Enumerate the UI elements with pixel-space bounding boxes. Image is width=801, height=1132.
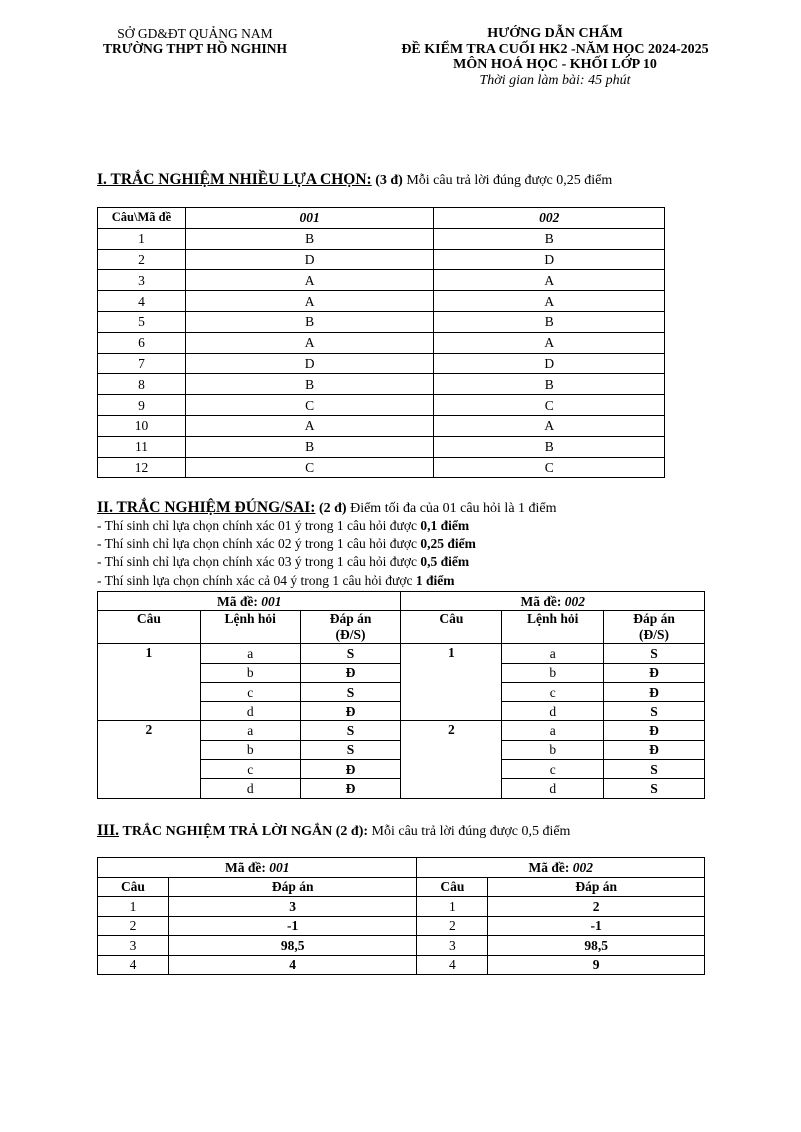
answer-code-001: B [185, 374, 434, 395]
code-001-cell [98, 858, 417, 878]
question-number: 5 [98, 311, 186, 332]
note-text: - Thí sinh chỉ lựa chọn chính xác 03 ý trong 1 câu hỏi được [97, 554, 421, 569]
answer-code-002: Đ [604, 740, 705, 759]
code-value: 002 [564, 593, 585, 609]
answer-header [604, 611, 705, 644]
answer-code-001: Đ [300, 760, 401, 779]
table-row [98, 457, 665, 478]
question-number: 1 [98, 897, 169, 917]
section2-title [97, 499, 557, 517]
question-header: Câu [417, 877, 488, 897]
table-row [98, 311, 665, 332]
question-number: 11 [98, 436, 186, 457]
statement-letter: c [200, 682, 300, 701]
question-code-header: Câu\Mã đề [98, 208, 186, 229]
question-header: Câu [98, 877, 169, 897]
answer-code-001: A [185, 270, 434, 291]
answer-code-002: A [434, 291, 665, 312]
section1-answer-table [97, 207, 665, 478]
school-name: TRƯỜNG THPT HỒ NGHINH [103, 41, 287, 56]
header-left [80, 26, 310, 56]
answer-code-002: Đ [604, 721, 705, 740]
answer-code-002: B [434, 374, 665, 395]
section1-heading: I. TRẮC NGHIỆM NHIỀU LỰA CHỌN: [97, 171, 372, 188]
statement-letter: a [502, 644, 604, 663]
table-row [98, 374, 665, 395]
header-right [345, 26, 765, 88]
note-text: - Thí sinh chỉ lựa chọn chính xác 01 ý trong 1 câu hỏi được [97, 518, 421, 533]
answer-code-001: S [300, 740, 401, 759]
answer-code-002: S [604, 779, 705, 798]
question-number: 4 [417, 955, 488, 975]
table-row [98, 936, 705, 956]
answer-code-002: D [434, 353, 665, 374]
answer-header: Đáp án [168, 877, 417, 897]
code-label: Mã đề: [520, 593, 562, 609]
scoring-note [97, 573, 454, 589]
question-number: 1 [417, 897, 488, 917]
table-row [98, 644, 705, 663]
answer-code-002: S [604, 760, 705, 779]
statement-letter: a [502, 721, 604, 740]
code-label: Mã đề: [216, 593, 258, 609]
statement-letter: b [502, 740, 604, 759]
question-number: 2 [98, 916, 169, 936]
answer-code-002: B [434, 228, 665, 249]
answer-code-002: B [434, 311, 665, 332]
statement-letter: d [200, 779, 300, 798]
scoring-note [97, 518, 469, 534]
question-header: Câu [401, 611, 502, 644]
code-002-header: 002 [434, 208, 665, 229]
table-header-row [98, 208, 665, 229]
answer-code-002: 2 [488, 897, 705, 917]
answer-code-002: -1 [488, 916, 705, 936]
answer-code-002: 9 [488, 955, 705, 975]
note-text: - Thí sinh lựa chọn chính xác cả 04 ý trong 1 câu hỏi được [97, 573, 416, 588]
table-row [98, 353, 665, 374]
code-label: Mã đề: [528, 859, 570, 875]
code-value: 001 [261, 593, 282, 609]
table-header-row [98, 877, 705, 897]
section3-heading-number: III. [97, 822, 119, 839]
table-row [98, 332, 665, 353]
scoring-note [97, 536, 476, 552]
table-row [98, 415, 665, 436]
statement-letter: c [200, 760, 300, 779]
answer-header-label: Đáp án [633, 611, 675, 627]
section2-points: (2 đ) [318, 501, 347, 516]
answer-code-002: D [434, 249, 665, 270]
answer-code-001: D [185, 353, 434, 374]
answer-code-002: B [434, 436, 665, 457]
question-number: 4 [98, 955, 169, 975]
answer-code-002: Đ [604, 663, 705, 682]
answer-header-ds: (Đ/S) [639, 627, 670, 643]
answer-code-002: C [434, 395, 665, 416]
section3-points: (2 đ): [335, 824, 369, 839]
question-number: 10 [98, 415, 186, 436]
department-name: SỞ GD&ĐT QUẢNG NAM [117, 26, 273, 41]
question-number: 9 [98, 395, 186, 416]
table-row [98, 916, 705, 936]
answer-code-001: Đ [300, 663, 401, 682]
answer-code-002: A [434, 332, 665, 353]
question-number: 12 [98, 457, 186, 478]
exam-time: Thời gian làm bài: 45 phút [479, 72, 631, 88]
statement-letter: b [200, 663, 300, 682]
question-number: 3 [417, 936, 488, 956]
answer-code-001: 98,5 [168, 936, 417, 956]
section3-heading: TRẮC NGHIỆM TRẢ LỜI NGẮN [122, 824, 333, 839]
answer-code-001: C [185, 457, 434, 478]
statement-header: Lệnh hỏi [502, 611, 604, 644]
note-score: 0,1 điểm [420, 518, 470, 533]
exam-name: ĐỀ KIỂM TRA CUỐI HK2 -NĂM HỌC 2024-2025 [401, 41, 709, 57]
table-header-row [98, 611, 705, 644]
statement-letter: b [502, 663, 604, 682]
answer-code-001: B [185, 228, 434, 249]
question-number: 2 [98, 249, 186, 270]
answer-header: Đáp án [488, 877, 705, 897]
section3-title [97, 822, 570, 840]
question-header: Câu [98, 611, 201, 644]
question-number: 4 [98, 291, 186, 312]
answer-code-002: C [434, 457, 665, 478]
answer-code-001: A [185, 291, 434, 312]
code-row [98, 592, 705, 611]
question-number: 7 [98, 353, 186, 374]
code-002-cell [401, 592, 705, 611]
note-score: 0,25 điểm [420, 536, 476, 551]
note-score: 1 điểm [415, 573, 455, 588]
scoring-note [97, 554, 469, 570]
section2-desc: Điểm tối đa của 01 câu hỏi là 1 điểm [350, 501, 557, 516]
answer-code-002: A [434, 415, 665, 436]
answer-code-001: -1 [168, 916, 417, 936]
section2-heading: II. TRẮC NGHIỆM ĐÚNG/SAI: [97, 499, 316, 516]
statement-letter: d [502, 702, 604, 721]
answer-code-002: Đ [604, 682, 705, 701]
question-number: 6 [98, 332, 186, 353]
answer-code-001: Đ [300, 779, 401, 798]
statement-header: Lệnh hỏi [200, 611, 300, 644]
table-row [98, 436, 665, 457]
code-001-cell [98, 592, 401, 611]
question-number: 1 [98, 228, 186, 249]
section1-desc: Mỗi câu trả lời đúng được 0,25 điểm [406, 173, 613, 188]
answer-code-001: A [185, 332, 434, 353]
answer-code-001: 4 [168, 955, 417, 975]
table-row [98, 955, 705, 975]
table-row [98, 721, 705, 740]
code-label: Mã đề: [224, 859, 266, 875]
table-row [98, 395, 665, 416]
answer-code-001: S [300, 644, 401, 663]
section2-answer-table [97, 591, 705, 799]
answer-header [300, 611, 401, 644]
table-row [98, 270, 665, 291]
table-row [98, 249, 665, 270]
statement-letter: a [200, 644, 300, 663]
section3-answer-table [97, 857, 705, 975]
question-number: 2 [401, 721, 502, 798]
statement-letter: d [502, 779, 604, 798]
question-number: 1 [401, 644, 502, 721]
question-number: 1 [98, 644, 201, 721]
answer-code-001: S [300, 682, 401, 701]
answer-code-001: 3 [168, 897, 417, 917]
code-value: 002 [572, 859, 593, 875]
answer-header-ds: (Đ/S) [335, 627, 366, 643]
subject-name: MÔN HOÁ HỌC - KHỐI LỚP 10 [453, 57, 657, 72]
answer-code-002: S [604, 702, 705, 721]
note-text: - Thí sinh chỉ lựa chọn chính xác 02 ý trong 1 câu hỏi được [97, 536, 421, 551]
document-title: HƯỚNG DẪN CHẤM [487, 26, 623, 41]
section1-title [97, 171, 612, 189]
answer-code-002: 98,5 [488, 936, 705, 956]
question-number: 2 [417, 916, 488, 936]
answer-code-001: B [185, 436, 434, 457]
answer-code-002: A [434, 270, 665, 291]
question-number: 3 [98, 270, 186, 291]
code-row [98, 858, 705, 878]
answer-code-001: B [185, 311, 434, 332]
question-number: 3 [98, 936, 169, 956]
code-001-header: 001 [185, 208, 434, 229]
note-score: 0,5 điểm [420, 554, 470, 569]
code-value: 001 [269, 859, 290, 875]
statement-letter: c [502, 682, 604, 701]
answer-header-label: Đáp án [329, 611, 372, 627]
statement-letter: c [502, 760, 604, 779]
answer-code-001: C [185, 395, 434, 416]
table-row [98, 897, 705, 917]
answer-code-001: Đ [300, 702, 401, 721]
section3-desc: Mỗi câu trả lời đúng được 0,5 điểm [371, 824, 571, 839]
question-number: 2 [98, 721, 201, 798]
table-row [98, 228, 665, 249]
statement-letter: a [200, 721, 300, 740]
section1-points: (3 đ) [375, 173, 403, 188]
statement-letter: b [200, 740, 300, 759]
statement-letter: d [200, 702, 300, 721]
answer-code-001: D [185, 249, 434, 270]
code-002-cell [417, 858, 705, 878]
answer-code-002: S [604, 644, 705, 663]
answer-code-001: S [300, 721, 401, 740]
answer-code-001: A [185, 415, 434, 436]
question-number: 8 [98, 374, 186, 395]
table-row [98, 291, 665, 312]
